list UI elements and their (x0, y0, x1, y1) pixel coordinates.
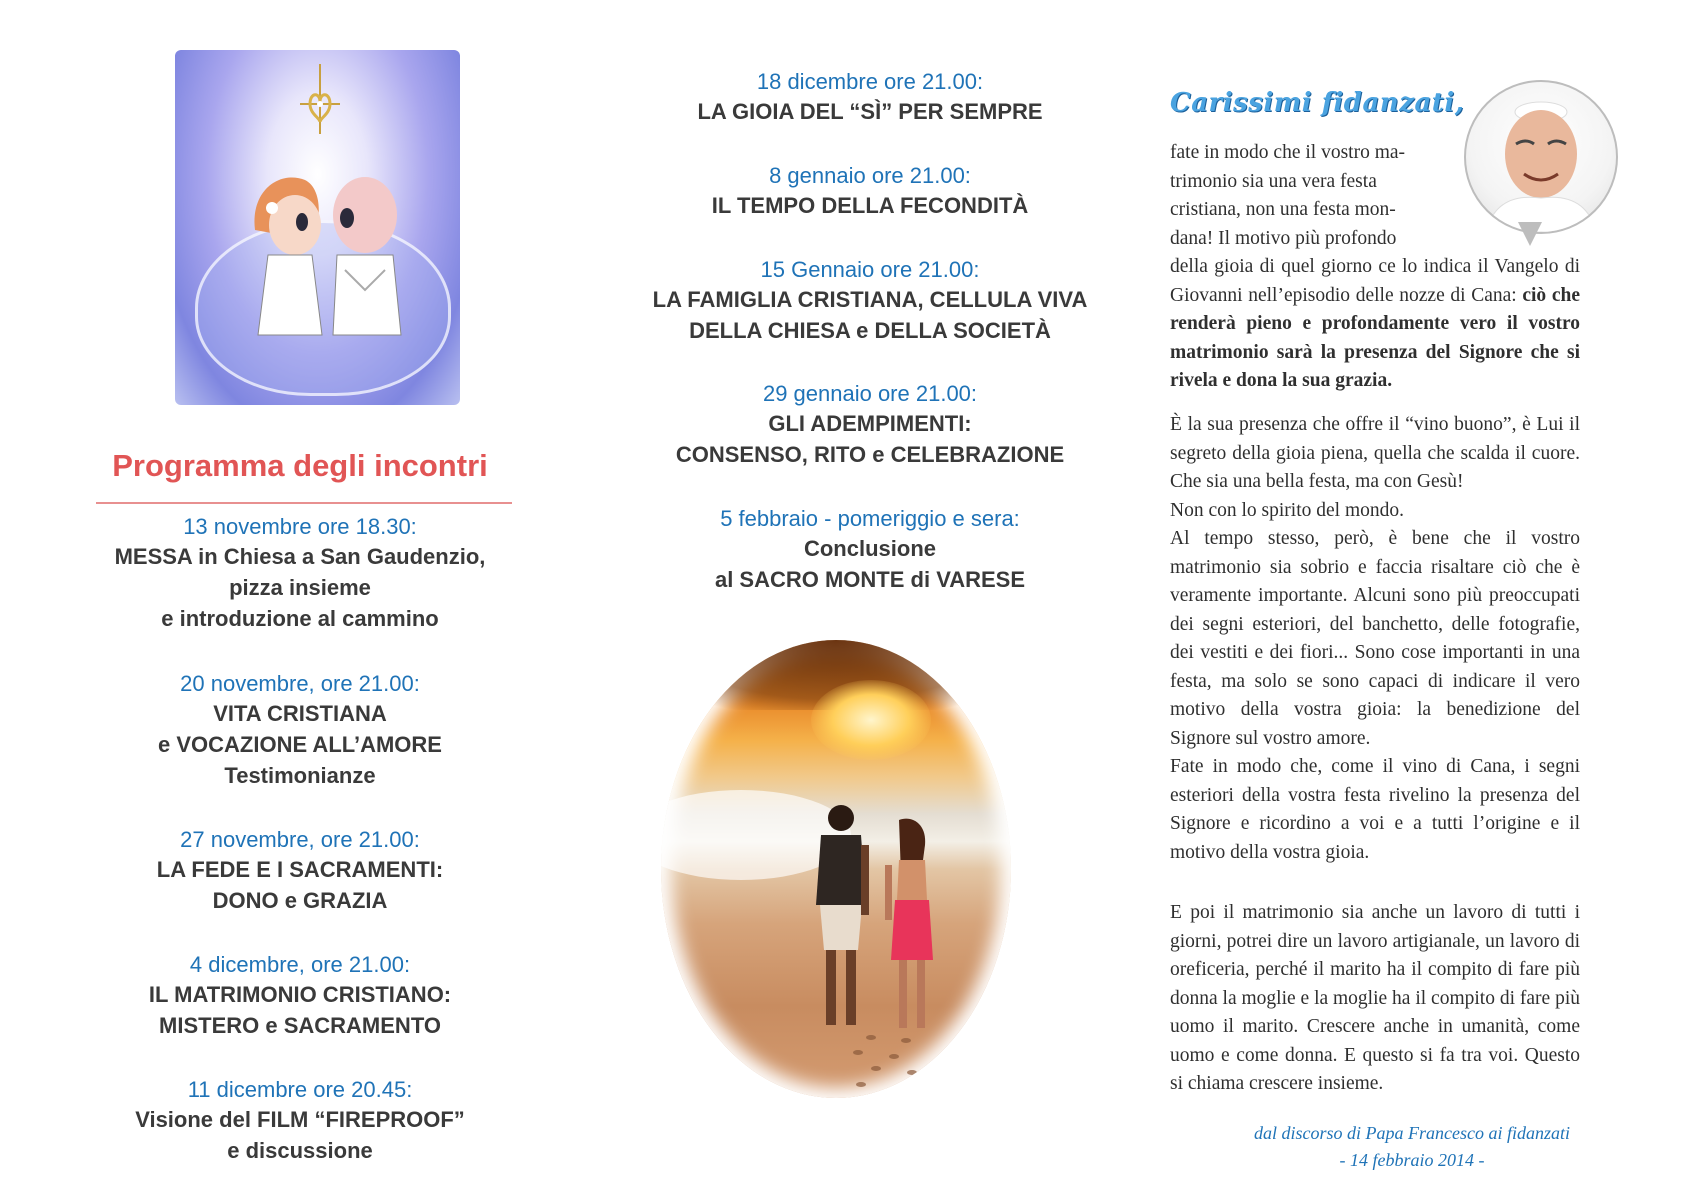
star-icon (300, 64, 340, 134)
footprint (901, 1038, 911, 1043)
event-title-line: DONO e GRAZIA (212, 888, 388, 913)
letter-paragraph-1 (1170, 139, 1580, 396)
footprint (856, 1082, 866, 1087)
intro-line: cristiana, non una festa mon- (1170, 199, 1396, 220)
event-title-line: CONSENSO, RITO e CELEBRAZIONE (675, 442, 1065, 467)
event-date: 11 dicembre ore 20.45: (187, 1077, 413, 1102)
event-item (600, 380, 1140, 470)
intro-line: fate in modo che il vostro ma- (1170, 142, 1406, 163)
groom-figure (325, 160, 405, 340)
program-title: Programma degli incontri (112, 448, 488, 483)
event-title-line: e discussione (227, 1138, 373, 1163)
letter-paragraph-3 (1170, 899, 1580, 1099)
event-title-line: DELLA CHIESA e DELLA SOCIETÀ (689, 318, 1051, 343)
event-title-line: Testimonianze (224, 763, 376, 788)
event-date: 4 dicembre, ore 21.00: (189, 952, 411, 977)
woman-figure (881, 815, 941, 1030)
event-item (600, 162, 1140, 221)
source-text: dal discorso di Papa Francesco ai fidanzati (1254, 1123, 1570, 1143)
footprint (866, 1035, 876, 1040)
title-divider (96, 502, 512, 504)
event-date: 18 dicembre ore 21.00: (756, 69, 984, 94)
paragraph-text: È la sua presenza che offre il “vino buono”, è Lui il segreto della gioia piena, quella che scalda il cuore. Che sia una bella festa, ma con Gesù! (1170, 414, 1580, 492)
letter-source (1140, 1120, 1684, 1174)
event-date: 27 novembre, ore 21.00: (180, 827, 420, 852)
event-item (0, 826, 600, 916)
event-date: 20 novembre, ore 21.00: (180, 671, 420, 696)
event-date: 13 novembre ore 18.30: (183, 514, 417, 539)
paragraph-text: E poi il matrimonio sia anche un lavoro di tutti i giorni, potrei dire un lavoro artigianale, un lavoro di oreficeria, perché il marito ha il compito di fare più donna la moglie e la moglie ha il compito di fare più uomo il marito. Crescere anche in umanità, come uomo e come donna. E questo si fa tra voi. Questo si chiama crescere insieme. (1170, 902, 1580, 1094)
footprint (889, 1054, 899, 1059)
footprint (853, 1050, 863, 1055)
event-date: 15 Gennaio ore 21.00: (760, 257, 980, 282)
right-panel (1140, 0, 1684, 1191)
letter-greeting: Carissimi fidanzati, (1170, 88, 1465, 118)
man-figure (806, 800, 876, 1030)
footprint (871, 1066, 881, 1071)
event-date: 29 gennaio ore 21.00: (762, 381, 978, 406)
event-date: 5 febbraio - pomeriggio e sera: (720, 506, 1020, 531)
letter-paragraph-2 (1170, 411, 1580, 867)
intro-bold-text: ciò che renderà pieno e profondamente vero il vostro matrimonio sarà la presenza del Signore che si rivela e dona la sua grazia. (1170, 284, 1580, 391)
paragraph-text: Fate in modo che, come il vino di Cana, i segni esteriori della vostra festa rivelino la presenza del Signore e ricordino a voi e a tutti l’origine e il motivo della vostra gioia. (1170, 756, 1580, 863)
event-title-line: MISTERO e SACRAMENTO (159, 1013, 441, 1038)
paragraph-text: Non con lo spirito del mondo. (1170, 499, 1404, 521)
event-date: 8 gennaio ore 21.00: (769, 163, 971, 188)
footprint (907, 1070, 917, 1075)
event-title-line: pizza insieme (229, 575, 371, 600)
event-title-line: IL MATRIMONIO CRISTIANO: (148, 982, 452, 1007)
event-title-line: MESSA in Chiesa a San Gaudenzio, (114, 544, 486, 569)
event-title-line: al SACRO MONTE di VARESE (714, 567, 1026, 592)
source-date: - 14 febbraio 2014 - (1339, 1150, 1485, 1170)
paragraph-text: Al tempo stesso, però, è bene che il vostro matrimonio sia sobrio e faccia risaltare ciò che è veramente importante. Alcuni sono più preoccupati dei segni esteriori, del banchetto, delle fotografie, dei vestiti e dei fiori... Sono cose importanti in una festa, ma solo se sono capaci di indicare il vero motivo della vostra gioia: la benedizione del Signore sul vostro amore. (1170, 528, 1580, 749)
event-title-line: Visione del FILM “FIREPROOF” (135, 1107, 465, 1132)
event-item (0, 1076, 600, 1166)
event-title-line: GLI ADEMPIMENTI: (768, 411, 972, 436)
middle-panel (600, 0, 1140, 1191)
event-item (600, 505, 1140, 595)
left-panel (0, 0, 600, 1191)
event-item (0, 670, 600, 791)
beach-couple-photo (661, 640, 1011, 1098)
event-item (0, 951, 600, 1041)
event-item (600, 68, 1140, 127)
bride-figure (250, 170, 325, 340)
event-item (600, 256, 1140, 346)
couple-illustration (175, 50, 460, 405)
event-item (0, 513, 600, 634)
event-title-line: Conclusione (803, 536, 936, 561)
event-title-line: e VOCAZIONE ALL’AMORE (158, 732, 442, 757)
event-title-line: LA FEDE E I SACRAMENTI: (156, 857, 444, 882)
event-title-line: IL TEMPO DELLA FECONDITÀ (711, 193, 1029, 218)
intro-line: trimonio sia una vera festa (1170, 170, 1377, 192)
sun-glow (811, 680, 931, 760)
event-title-line: LA FAMIGLIA CRISTIANA, CELLULA VIVA (652, 287, 1088, 312)
intro-text: della gioia di quel giorno ce lo indica il Vangelo di Giovanni nell’episodio delle nozze di Cana: (1170, 256, 1580, 306)
event-title-line: e introduzione al cammino (161, 606, 439, 631)
event-title-line: VITA CRISTIANA (213, 701, 387, 726)
event-title-line: LA GIOIA DEL “SÌ” PER SEMPRE (697, 99, 1043, 124)
intro-line: dana! Il motivo più profondo (1170, 227, 1397, 249)
